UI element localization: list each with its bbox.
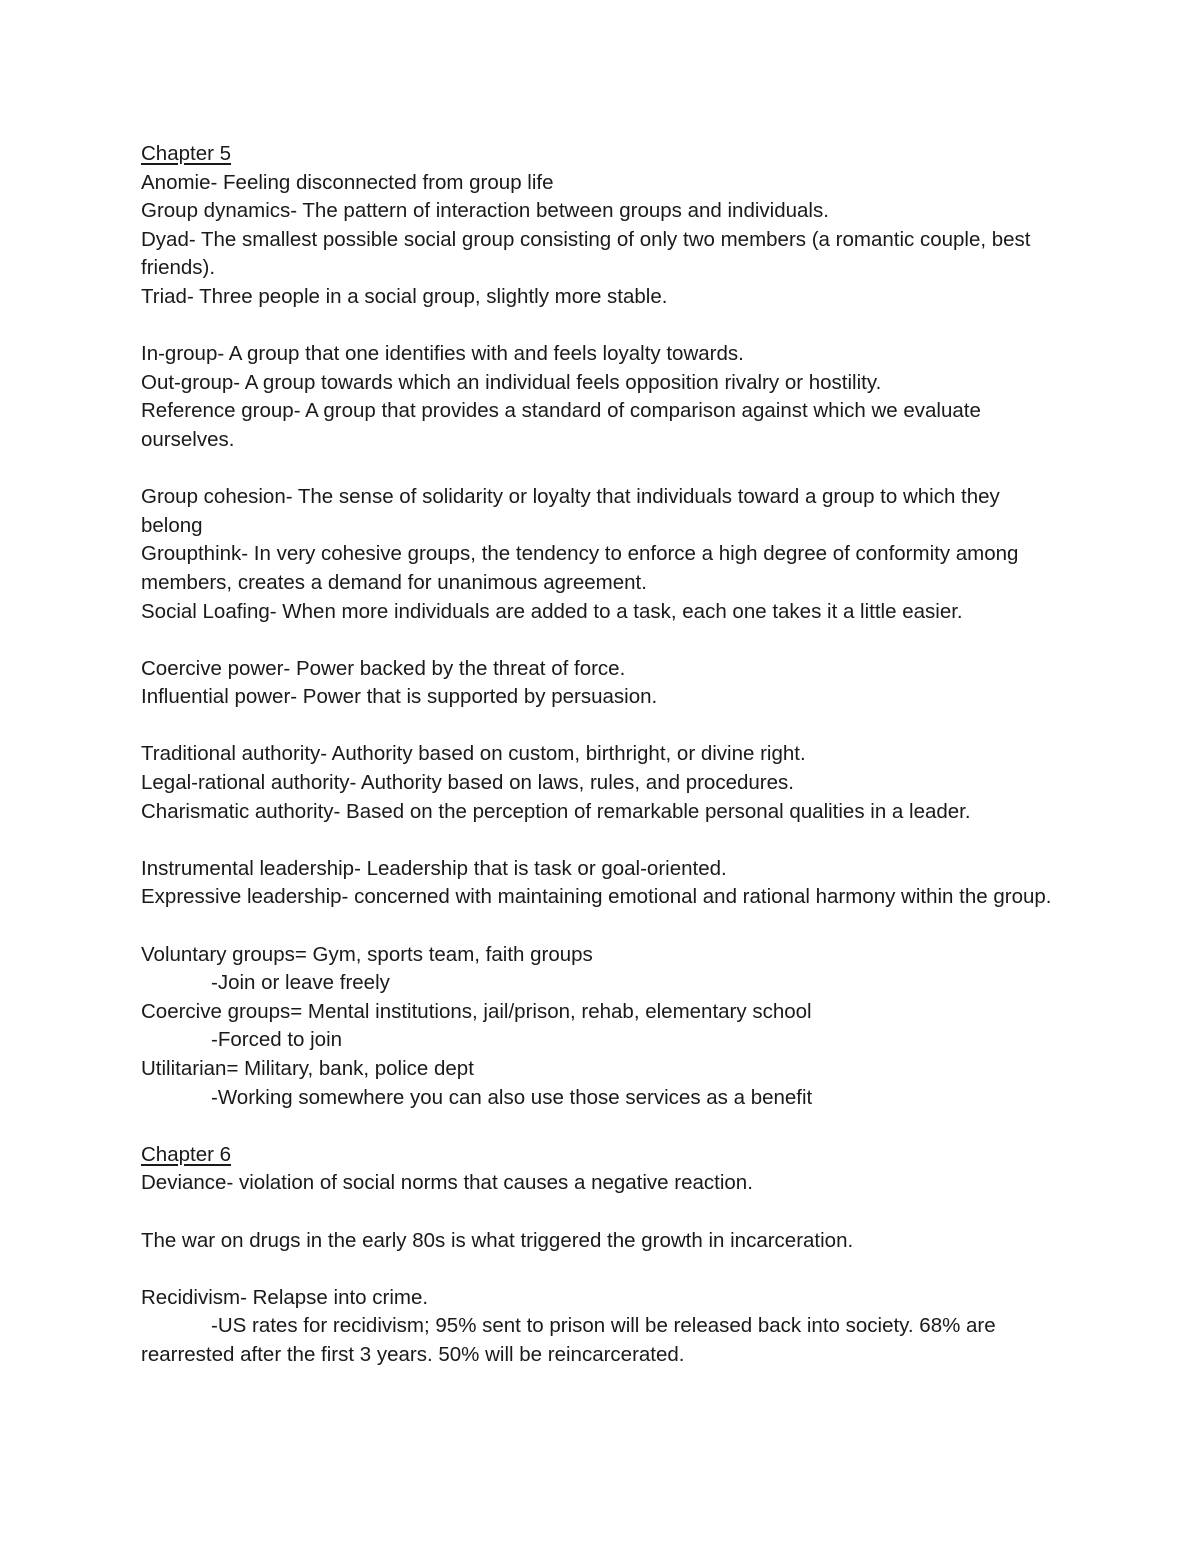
spacer	[141, 1112, 1061, 1141]
voluntary-groups-note: -Join or leave freely	[211, 971, 390, 995]
term-in-group: In-group- A group that one identifies with and feels loyalty towards.	[141, 342, 744, 366]
spacer	[141, 1255, 1061, 1284]
term-triad: Triad- Three people in a social group, slightly more stable.	[141, 284, 668, 308]
term-coercive-power: Coercive power- Power backed by the threat of force.	[141, 656, 626, 680]
spacer	[141, 712, 1061, 741]
term-traditional-authority: Traditional authority- Authority based on custom, birthright, or divine right.	[141, 742, 806, 766]
spacer	[141, 1198, 1061, 1227]
term-instrumental-leadership: Instrumental leadership- Leadership that is task or goal-oriented.	[141, 856, 727, 880]
term-group-dynamics: Group dynamics- The pattern of interaction between groups and individuals.	[141, 199, 829, 223]
term-reference-group: Reference group- A group that provides a standard of comparison against which we evaluate ourselves.	[141, 399, 987, 451]
chapter-5-heading: Chapter 5	[141, 142, 232, 165]
term-expressive-leadership: Expressive leadership- concerned with maintaining emotional and rational harmony within the group.	[141, 885, 1052, 909]
term-legal-rational-authority: Legal-rational authority- Authority based on laws, rules, and procedures.	[141, 771, 794, 795]
spacer	[141, 455, 1061, 484]
term-social-loafing: Social Loafing- When more individuals are added to a task, each one takes it a little easier.	[141, 599, 963, 623]
utilitarian-groups-note: -Working somewhere you can also use those services as a benefit	[211, 1085, 813, 1109]
term-anomie: Anomie- Feeling disconnected from group life	[141, 170, 554, 194]
term-deviance: Deviance- violation of social norms that causes a negative reaction.	[141, 1171, 753, 1195]
coercive-groups: Coercive groups= Mental institutions, jail/prison, rehab, elementary school	[141, 999, 812, 1023]
spacer	[141, 912, 1061, 941]
term-recidivism: Recidivism- Relapse into crime.	[141, 1285, 429, 1309]
war-on-drugs-note: The war on drugs in the early 80s is what triggered the growth in incarceration.	[141, 1228, 854, 1252]
spacer	[141, 826, 1061, 855]
term-group-cohesion: Group cohesion- The sense of solidarity or loyalty that individuals toward a group to which they belong	[141, 485, 1006, 537]
term-charismatic-authority: Charismatic authority- Based on the perception of remarkable personal qualities in a leader.	[141, 799, 971, 823]
term-influential-power: Influential power- Power that is supported by persuasion.	[141, 685, 658, 709]
term-dyad: Dyad- The smallest possible social group consisting of only two members (a romantic couple, best friends).	[141, 227, 1037, 280]
term-out-group: Out-group- A group towards which an individual feels opposition rivalry or hostility.	[141, 370, 882, 394]
spacer	[141, 312, 1061, 341]
utilitarian-groups: Utilitarian= Military, bank, police dept	[141, 1057, 474, 1080]
document-body	[141, 140, 1061, 1370]
term-groupthink: Groupthink- In very cohesive groups, the tendency to enforce a high degree of conformity among members, creates a demand for unanimous agreement.	[141, 542, 1025, 594]
coercive-groups-note: -Forced to join	[211, 1028, 343, 1052]
spacer	[141, 626, 1061, 655]
recidivism-note	[141, 1312, 1061, 1369]
recidivism-note-text: -US rates for recidivism; 95% sent to prison will be released back into society. 68% are rearrested after the first 3 years. 50% will be reincarcerated.	[141, 1314, 1002, 1366]
voluntary-groups: Voluntary groups= Gym, sports team, faith groups	[141, 942, 593, 966]
chapter-6-heading: Chapter 6	[141, 1142, 232, 1166]
